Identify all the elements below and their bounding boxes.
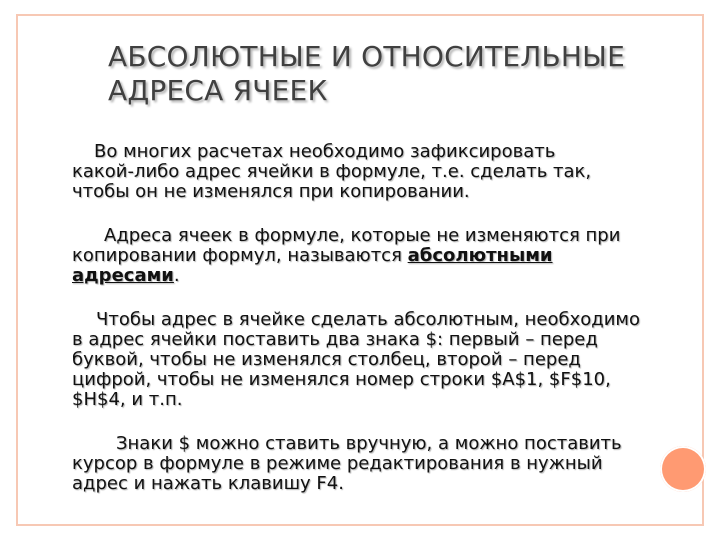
slide-title-line-2: АДРЕСА ЯЧЕЕК bbox=[108, 74, 328, 107]
paragraph-2-line-2-text: копировании формул, называются bbox=[72, 245, 408, 266]
paragraph-4-line-3: адрес и нажать клавишу F4. bbox=[72, 473, 344, 494]
paragraph-1-line-3: чтобы он не изменялся при копировании. bbox=[72, 181, 470, 202]
paragraph-4-line-1: Знаки $ можно ставить вручную, а можно поставить bbox=[116, 433, 622, 454]
paragraph-3-line-4: цифрой, чтобы не изменялся номер строки $A$1, $F$10, bbox=[72, 369, 611, 390]
paragraph-3-line-1: Чтобы адрес в ячейке сделать абсолютным, необходимо bbox=[96, 309, 641, 330]
term-absolute: абсолютными bbox=[407, 245, 553, 266]
term-addresses: адресами bbox=[72, 265, 174, 286]
paragraph-4-line-2: курсор в формуле в режиме редактирования в нужный bbox=[72, 453, 603, 474]
slide-body bbox=[72, 142, 708, 518]
paragraph-1 bbox=[72, 142, 708, 202]
paragraph-1-line-2: какой-либо адрес ячейки в формуле, т.е. сделать так, bbox=[72, 161, 592, 182]
paragraph-2 bbox=[72, 226, 708, 286]
paragraph-3-line-5: $H$4, и т.п. bbox=[72, 389, 183, 410]
paragraph-2-line-3-end: . bbox=[173, 265, 180, 286]
slide-title-line-1: АБСОЛЮТНЫЕ И ОТНОСИТЕЛЬНЫЕ bbox=[108, 40, 625, 73]
slide-title bbox=[108, 40, 688, 108]
accent-circle bbox=[660, 446, 706, 492]
paragraph-3-line-3: буквой, чтобы не изменялся столбец, второй – перед bbox=[72, 349, 581, 370]
paragraph-2-line-1: Адреса ячеек в формуле, которые не изменяются при bbox=[104, 225, 621, 246]
paragraph-3-line-2: в адрес ячейки поставить два знака $: первый – перед bbox=[72, 329, 598, 350]
paragraph-1-line-1: Во многих расчетах необходимо зафиксировать bbox=[94, 141, 556, 162]
paragraph-2-line-2 bbox=[72, 246, 708, 266]
paragraph-4 bbox=[72, 434, 708, 494]
paragraph-2-line-3 bbox=[72, 266, 708, 286]
paragraph-3 bbox=[72, 310, 708, 410]
